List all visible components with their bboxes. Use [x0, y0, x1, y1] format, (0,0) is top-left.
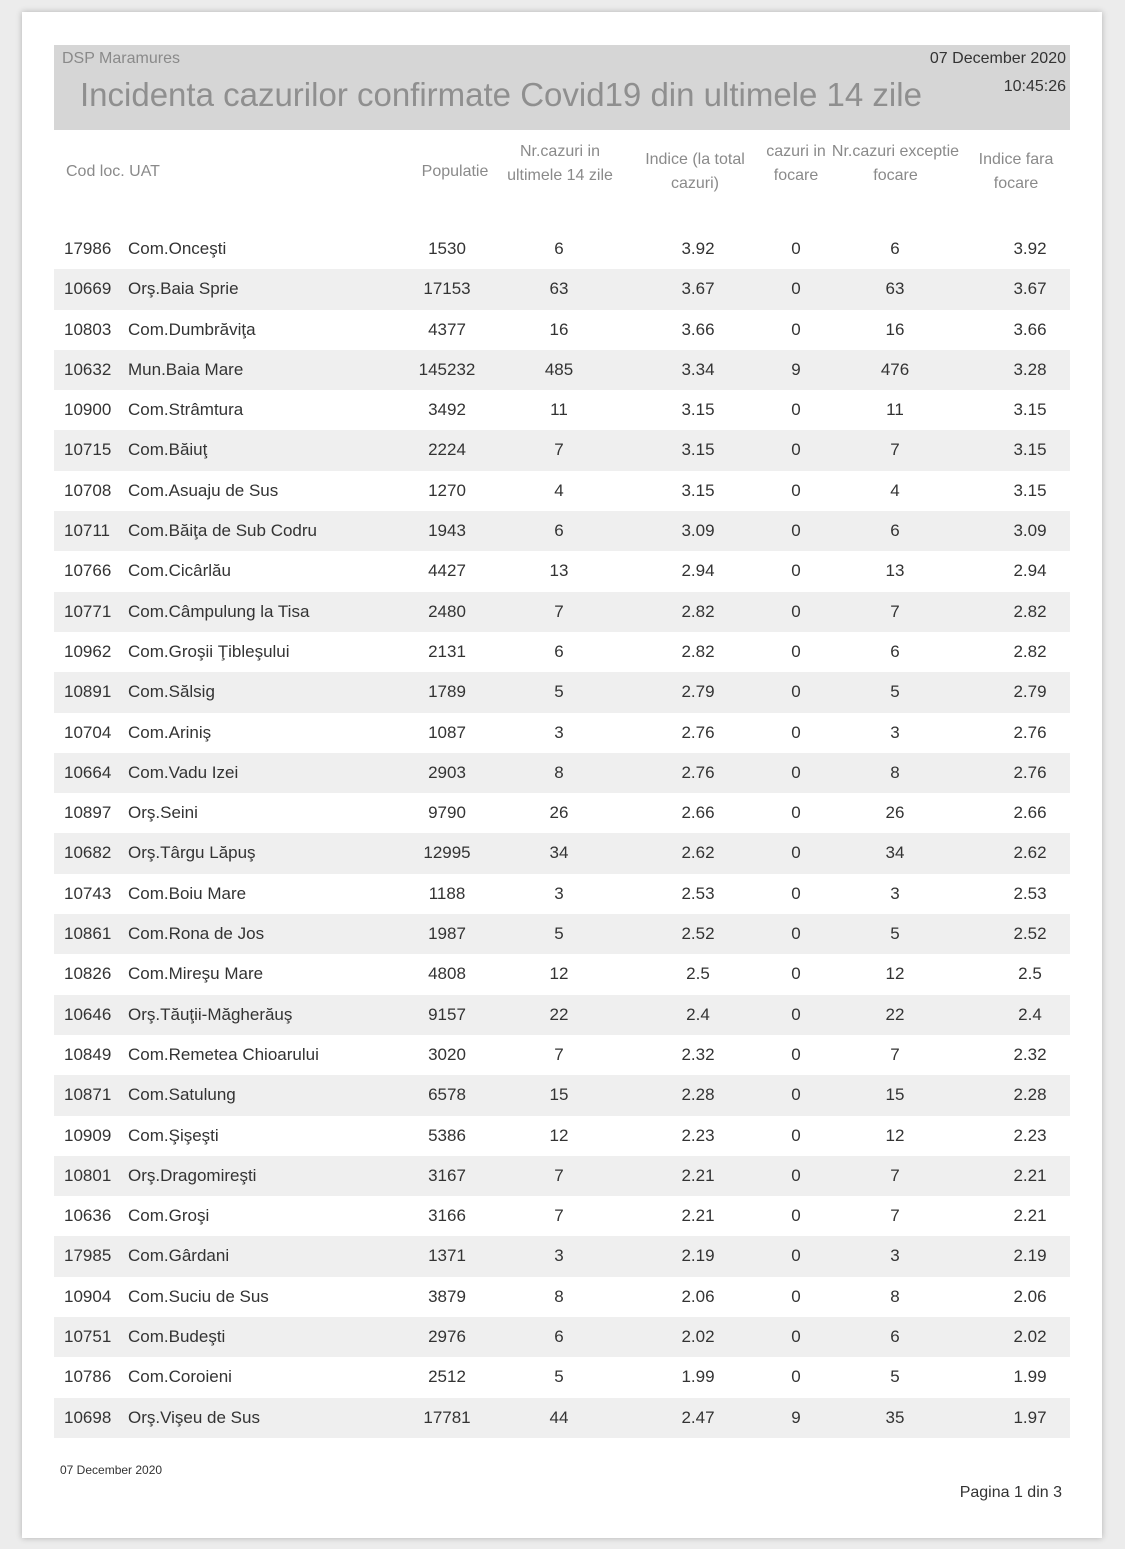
table-row: [54, 874, 1070, 914]
cell-code: 10803: [64, 319, 112, 339]
cell-index-total: 2.76: [681, 762, 715, 782]
cell-uat: Com.Coroieni: [128, 1367, 232, 1387]
cell-cases-focare: 0: [791, 279, 801, 299]
table-row: [54, 753, 1070, 793]
column-header-code-uat: Cod loc. UAT: [66, 163, 160, 180]
cell-index-no-focare: 3.15: [1013, 400, 1047, 420]
cell-population: 1371: [428, 1246, 466, 1266]
cell-cases-focare: 0: [791, 722, 801, 742]
cell-cases-except: 35: [885, 1407, 905, 1427]
cell-cases-except: 12: [885, 964, 905, 984]
cell-cases-14: 5: [554, 924, 564, 944]
cell-code: 10801: [64, 1165, 112, 1185]
cell-cases-14: 485: [544, 359, 574, 379]
cell-index-no-focare: 2.76: [1013, 762, 1047, 782]
table-row: [54, 1075, 1070, 1115]
table-row: [54, 551, 1070, 591]
cell-index-total: 2.79: [681, 682, 715, 702]
cell-index-no-focare: 2.76: [1013, 722, 1047, 742]
cell-code: 10909: [64, 1125, 112, 1145]
cell-code: 10669: [64, 279, 112, 299]
table-row: [54, 1196, 1070, 1236]
cell-index-total: 2.52: [681, 924, 715, 944]
cell-uat: Com.Groşii Ţibleşului: [128, 641, 290, 661]
cell-uat: Orş.Seini: [128, 803, 198, 823]
cell-population: 9157: [428, 1004, 466, 1024]
cell-cases-focare: 0: [791, 641, 801, 661]
cell-index-no-focare: 2.53: [1013, 883, 1047, 903]
cell-index-total: 2.28: [681, 1085, 715, 1105]
cell-index-total: 2.53: [681, 883, 715, 903]
report-header: [54, 45, 1070, 130]
cell-cases-except: 7: [890, 440, 900, 460]
cell-population: 2480: [428, 601, 466, 621]
cell-cases-except: 7: [890, 1165, 900, 1185]
cell-uat: Com.Strâmtura: [128, 400, 244, 420]
cell-cases-focare: 0: [791, 1286, 801, 1306]
cell-population: 6578: [428, 1085, 466, 1105]
cell-population: 2224: [428, 440, 466, 460]
cell-cases-focare: 0: [791, 239, 801, 258]
cell-cases-14: 5: [554, 682, 564, 702]
cell-code: 10682: [64, 843, 112, 863]
cell-cases-focare: 0: [791, 440, 801, 460]
cell-index-no-focare: 3.15: [1013, 480, 1047, 500]
cell-cases-except: 6: [890, 1327, 900, 1347]
cell-cases-14: 6: [554, 239, 564, 258]
table-row: [54, 914, 1070, 954]
cell-index-total: 2.5: [686, 964, 710, 984]
cell-index-no-focare: 2.52: [1013, 924, 1047, 944]
cell-uat: Com.Remetea Chioarului: [128, 1044, 319, 1064]
cell-index-no-focare: 3.28: [1013, 359, 1047, 379]
cell-cases-14: 11: [550, 400, 568, 420]
report-time: 10:45:26: [1003, 78, 1066, 95]
table-row: [54, 1156, 1070, 1196]
cell-cases-except: 5: [890, 924, 900, 944]
cell-cases-focare: 0: [791, 480, 801, 500]
cell-cases-14: 22: [549, 1004, 569, 1024]
cell-cases-14: 16: [549, 319, 569, 339]
cell-code: 10771: [64, 601, 112, 621]
cell-cases-14: 5: [554, 1367, 564, 1387]
cell-cases-focare: 9: [791, 359, 801, 379]
cell-cases-14: 6: [554, 641, 564, 661]
cell-uat: Com.Sălsig: [128, 682, 215, 702]
cell-code: 10708: [64, 480, 112, 500]
cell-cases-14: 4: [554, 480, 564, 500]
cell-index-total: 3.67: [681, 279, 715, 299]
cell-population: 4808: [428, 964, 466, 984]
cell-cases-focare: 0: [791, 924, 801, 944]
cell-population: 1530: [428, 239, 466, 258]
cell-index-no-focare: 2.5: [1018, 964, 1042, 984]
cell-population: 2976: [428, 1327, 466, 1347]
cell-population: 3879: [428, 1286, 466, 1306]
cell-population: 3167: [428, 1165, 466, 1185]
cell-uat: Com.Vadu Izei: [128, 762, 239, 782]
cell-cases-except: 3: [890, 883, 900, 903]
cell-index-total: 2.4: [686, 1004, 710, 1024]
table-row: [54, 1116, 1070, 1156]
cell-index-total: 2.94: [681, 561, 715, 581]
cell-cases-focare: 0: [791, 964, 801, 984]
cell-code: 10698: [64, 1407, 112, 1427]
table-row: [54, 310, 1070, 350]
cell-index-total: 3.34: [681, 359, 715, 379]
cell-uat: Com.Şişeşti: [128, 1125, 219, 1145]
cell-cases-focare: 0: [791, 1125, 801, 1145]
cell-cases-14: 15: [549, 1085, 569, 1105]
cell-uat: Orş.Dragomireşti: [128, 1165, 257, 1185]
cell-cases-focare: 0: [791, 1246, 801, 1266]
cell-cases-focare: 0: [791, 521, 801, 541]
cell-population: 1943: [428, 521, 466, 541]
table-row: [54, 350, 1070, 390]
cell-index-no-focare: 2.32: [1013, 1044, 1047, 1064]
cell-cases-except: 63: [885, 279, 905, 299]
table-row: [54, 430, 1070, 470]
cell-population: 145232: [418, 359, 476, 379]
cell-cases-14: 6: [554, 521, 564, 541]
organization-name: DSP Maramures: [62, 50, 180, 67]
cell-population: 4427: [428, 561, 466, 581]
column-header-cases-focare: cazuri in focare: [766, 143, 826, 184]
column-header-cases-except: Nr.cazuri exceptie focare: [831, 143, 960, 184]
cell-uat: Com.Rona de Jos: [128, 924, 265, 944]
cell-index-no-focare: 3.92: [1013, 239, 1047, 258]
cell-cases-focare: 9: [791, 1407, 801, 1427]
cell-population: 12995: [423, 843, 471, 863]
cell-uat: Com.Onceşti: [128, 239, 227, 258]
cell-code: 10766: [64, 561, 112, 581]
cell-cases-except: 26: [885, 803, 905, 823]
table-row: [54, 1277, 1070, 1317]
cell-index-no-focare: 1.99: [1013, 1367, 1047, 1387]
cell-cases-except: 13: [885, 561, 905, 581]
cell-cases-focare: 0: [791, 1004, 801, 1024]
cell-index-no-focare: 3.09: [1013, 521, 1047, 541]
cell-cases-except: 15: [885, 1085, 905, 1105]
cell-cases-focare: 0: [791, 803, 801, 823]
cell-code: 10861: [64, 924, 112, 944]
cell-index-no-focare: 3.15: [1013, 440, 1047, 460]
report-date: 07 December 2020: [929, 50, 1066, 67]
cell-code: 10849: [64, 1044, 112, 1064]
table-row: [54, 995, 1070, 1035]
cell-index-total: 3.09: [681, 521, 715, 541]
cell-cases-focare: 0: [791, 1044, 801, 1064]
table-row: [54, 592, 1070, 632]
cell-code: 10743: [64, 883, 112, 903]
cell-population: 1789: [428, 682, 466, 702]
cell-code: 10646: [64, 1004, 112, 1024]
cell-code: 17986: [64, 239, 112, 258]
cell-population: 4377: [428, 319, 466, 339]
cell-cases-focare: 0: [791, 843, 801, 863]
cell-code: 10786: [64, 1367, 112, 1387]
cell-population: 2131: [428, 641, 466, 661]
cell-cases-except: 11: [886, 400, 904, 420]
cell-uat: Com.Băiuţ: [128, 440, 208, 460]
cell-uat: Com.Groşi: [128, 1206, 210, 1226]
cell-index-total: 3.66: [681, 319, 715, 339]
cell-cases-except: 3: [890, 1246, 900, 1266]
cell-cases-except: 7: [890, 1044, 900, 1064]
cell-cases-focare: 0: [791, 1085, 801, 1105]
cell-index-total: 2.82: [681, 641, 715, 661]
cell-population: 2512: [428, 1367, 466, 1387]
cell-cases-except: 5: [890, 1367, 900, 1387]
table-row: [54, 954, 1070, 994]
cell-population: 1987: [428, 924, 466, 944]
cell-population: 17781: [423, 1407, 471, 1427]
column-header-index-no-focare: Indice fara focare: [978, 151, 1054, 192]
cell-index-total: 2.62: [681, 843, 715, 863]
cell-index-no-focare: 2.82: [1013, 601, 1047, 621]
page-number: Pagina 1 din 3: [959, 1484, 1062, 1501]
cell-cases-focare: 0: [791, 1327, 801, 1347]
cell-code: 17985: [64, 1246, 112, 1266]
cell-code: 10751: [64, 1327, 112, 1347]
cell-index-no-focare: 2.19: [1013, 1246, 1047, 1266]
cell-index-total: 1.99: [681, 1367, 715, 1387]
cell-code: 10826: [64, 964, 112, 984]
cell-uat: Com.Gârdani: [128, 1246, 230, 1266]
cell-population: 5386: [428, 1125, 466, 1145]
table-row: [54, 833, 1070, 873]
table-row: [54, 1317, 1070, 1357]
cell-uat: Com.Asuaju de Sus: [128, 480, 279, 500]
cell-uat: Com.Boiu Mare: [128, 883, 247, 903]
cell-index-no-focare: 2.79: [1013, 682, 1047, 702]
cell-cases-14: 7: [554, 1165, 564, 1185]
cell-cases-14: 8: [554, 1286, 564, 1306]
cell-population: 3020: [428, 1044, 466, 1064]
table-row: [54, 1035, 1070, 1075]
cell-population: 17153: [423, 279, 471, 299]
cell-index-total: 2.32: [681, 1044, 715, 1064]
cell-cases-14: 3: [554, 722, 564, 742]
table-row: [54, 229, 1070, 269]
cell-index-no-focare: 2.66: [1013, 803, 1047, 823]
cell-population: 1087: [428, 722, 466, 742]
cell-cases-focare: 0: [791, 682, 801, 702]
cell-cases-14: 12: [549, 1125, 569, 1145]
cell-cases-except: 16: [885, 319, 905, 339]
cell-cases-14: 13: [549, 561, 569, 581]
cell-uat: Orş.Tăuţii-Măgherăuş: [128, 1004, 293, 1024]
cell-code: 10715: [64, 440, 112, 460]
cell-index-no-focare: 2.94: [1013, 561, 1047, 581]
table-row: [54, 511, 1070, 551]
cell-code: 10711: [64, 521, 111, 541]
cell-uat: Orş.Baia Sprie: [128, 279, 239, 299]
cell-index-total: 2.21: [681, 1165, 715, 1185]
cell-index-no-focare: 2.4: [1018, 1004, 1042, 1024]
cell-uat: Com.Câmpulung la Tisa: [128, 601, 310, 621]
cell-uat: Com.Cicârlău: [128, 561, 231, 581]
cell-index-total: 2.21: [681, 1206, 715, 1226]
table-row: [54, 793, 1070, 833]
footer-date: 07 December 2020: [60, 1463, 163, 1477]
cell-cases-focare: 0: [791, 319, 801, 339]
cell-index-no-focare: 3.66: [1013, 319, 1047, 339]
cell-cases-except: 7: [890, 1206, 900, 1226]
cell-code: 10704: [64, 722, 112, 742]
data-table: [54, 229, 1070, 1438]
cell-cases-14: 3: [554, 883, 564, 903]
cell-index-total: 3.15: [681, 400, 715, 420]
cell-code: 10891: [64, 682, 112, 702]
cell-index-no-focare: 3.67: [1013, 279, 1047, 299]
cell-cases-except: 7: [890, 601, 900, 621]
cell-cases-except: 8: [890, 762, 900, 782]
cell-cases-focare: 0: [791, 1367, 801, 1387]
cell-code: 10900: [64, 400, 112, 420]
cell-cases-focare: 0: [791, 601, 801, 621]
cell-code: 10962: [64, 641, 112, 661]
cell-cases-except: 3: [890, 722, 900, 742]
cell-index-total: 2.02: [681, 1327, 715, 1347]
cell-index-total: 2.19: [681, 1246, 715, 1266]
table-row: [54, 1357, 1070, 1397]
cell-code: 10871: [64, 1085, 112, 1105]
cell-index-no-focare: 1.97: [1013, 1407, 1047, 1427]
cell-uat: Com.Budeşti: [128, 1327, 226, 1347]
cell-cases-14: 63: [549, 279, 569, 299]
cell-index-total: 2.82: [681, 601, 715, 621]
column-header-index-total: Indice (la total cazuri): [645, 151, 745, 192]
cell-code: 10904: [64, 1286, 112, 1306]
cell-uat: Com.Satulung: [128, 1085, 236, 1105]
cell-uat: Com.Ariniş: [128, 722, 212, 742]
column-header-cases-14: Nr.cazuri in ultimele 14 zile: [507, 143, 613, 184]
cell-index-no-focare: 2.62: [1013, 843, 1047, 863]
cell-cases-focare: 0: [791, 883, 801, 903]
cell-code: 10632: [64, 359, 112, 379]
cell-cases-14: 7: [554, 601, 564, 621]
cell-index-no-focare: 2.21: [1013, 1206, 1047, 1226]
cell-cases-except: 8: [890, 1286, 900, 1306]
cell-population: 9790: [428, 803, 466, 823]
cell-index-total: 3.15: [681, 480, 715, 500]
cell-cases-14: 7: [554, 1206, 564, 1226]
cell-uat: Com.Băiţa de Sub Codru: [128, 521, 317, 541]
cell-population: 2903: [428, 762, 466, 782]
cell-index-no-focare: 2.06: [1013, 1286, 1047, 1306]
cell-uat: Com.Mireşu Mare: [128, 964, 264, 984]
cell-index-no-focare: 2.28: [1013, 1085, 1047, 1105]
cell-uat: Mun.Baia Mare: [128, 359, 244, 379]
cell-index-no-focare: 2.02: [1013, 1327, 1047, 1347]
cell-cases-14: 7: [554, 440, 564, 460]
cell-index-total: 2.66: [681, 803, 715, 823]
table-row: [54, 713, 1070, 753]
table-row: [54, 672, 1070, 712]
cell-cases-except: 4: [890, 480, 900, 500]
cell-cases-14: 3: [554, 1246, 564, 1266]
cell-uat: Orş.Târgu Lăpuş: [128, 843, 256, 863]
table-row: [54, 1398, 1070, 1438]
cell-index-no-focare: 2.82: [1013, 641, 1047, 661]
cell-code: 10897: [64, 803, 112, 823]
cell-cases-except: 6: [890, 521, 900, 541]
report-page: [22, 12, 1102, 1538]
cell-population: 1188: [428, 883, 466, 903]
cell-population: 1270: [428, 480, 466, 500]
cell-cases-except: 476: [880, 359, 910, 379]
cell-code: 10636: [64, 1206, 112, 1226]
cell-index-no-focare: 2.23: [1013, 1125, 1047, 1145]
table-row: [54, 471, 1070, 511]
table-row: [54, 269, 1070, 309]
cell-cases-except: 34: [885, 843, 905, 863]
cell-cases-14: 8: [554, 762, 564, 782]
cell-uat: Com.Dumbrăviţa: [128, 319, 256, 339]
cell-index-total: 2.76: [681, 722, 715, 742]
cell-cases-14: 6: [554, 1327, 564, 1347]
cell-cases-focare: 0: [791, 1165, 801, 1185]
cell-cases-14: 44: [549, 1407, 569, 1427]
cell-cases-14: 12: [549, 964, 569, 984]
cell-index-total: 2.47: [681, 1407, 715, 1427]
cell-uat: Orş.Vişeu de Sus: [128, 1407, 260, 1427]
cell-cases-except: 6: [890, 641, 900, 661]
report-title: Incidenta cazurilor confirmate Covid19 din ultimele 14 zile: [80, 76, 922, 113]
cell-index-no-focare: 2.21: [1013, 1165, 1047, 1185]
cell-index-total: 3.15: [681, 440, 715, 460]
cell-cases-focare: 0: [791, 762, 801, 782]
cell-cases-focare: 0: [791, 561, 801, 581]
cell-code: 10664: [64, 762, 112, 782]
table-row: [54, 390, 1070, 430]
cell-cases-except: 5: [890, 682, 900, 702]
cell-uat: Com.Suciu de Sus: [128, 1286, 269, 1306]
cell-index-total: 3.92: [681, 239, 715, 258]
cell-population: 3492: [428, 400, 466, 420]
cell-cases-focare: 0: [791, 1206, 801, 1226]
cell-cases-focare: 0: [791, 400, 801, 420]
cell-index-total: 2.06: [681, 1286, 715, 1306]
cell-population: 3166: [428, 1206, 466, 1226]
cell-index-total: 2.23: [681, 1125, 715, 1145]
table-row: [54, 1236, 1070, 1276]
cell-cases-14: 7: [554, 1044, 564, 1064]
table-row: [54, 632, 1070, 672]
cell-cases-except: 12: [885, 1125, 905, 1145]
cell-cases-except: 22: [885, 1004, 905, 1024]
column-header-population: Populatie: [421, 163, 489, 180]
cell-cases-14: 26: [549, 803, 569, 823]
cell-cases-except: 6: [890, 239, 900, 258]
cell-cases-14: 34: [549, 843, 569, 863]
